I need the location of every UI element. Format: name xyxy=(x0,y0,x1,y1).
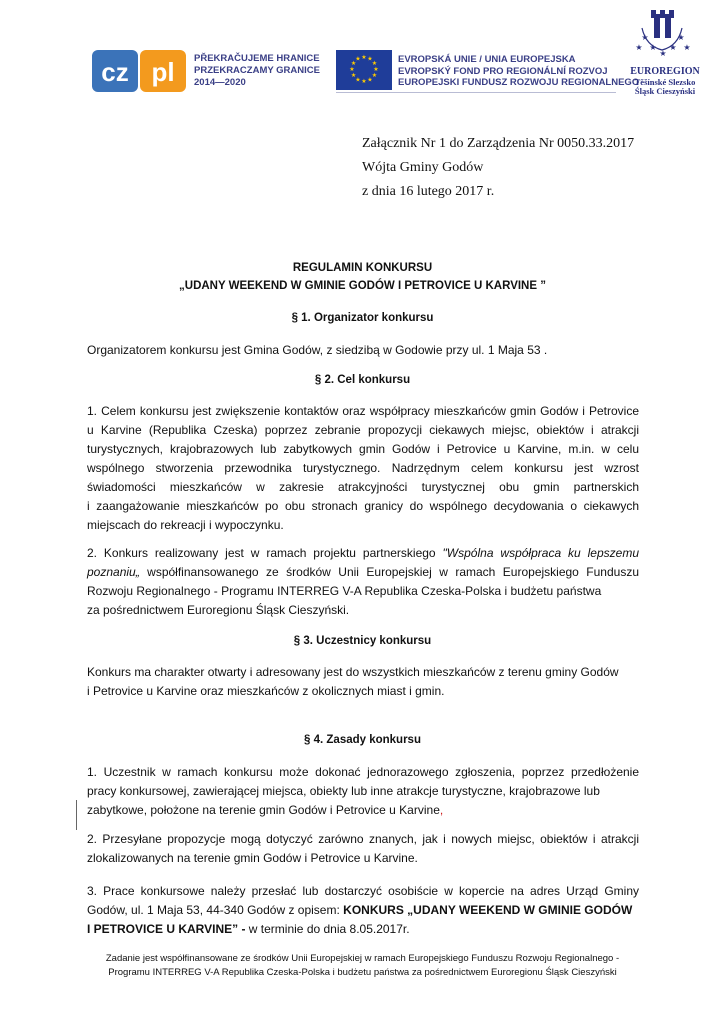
s4-p1-last: zabytkowe, położone na terenie gmin Godów i Petrovice u Karvine xyxy=(87,803,440,817)
section-4-heading: § 4. Zasady konkursu xyxy=(304,734,421,746)
s4-p1-comma: , xyxy=(439,803,444,817)
s2-p2-last: za pośrednictwem Euroregionu Śląsk Cieszyński. xyxy=(87,603,350,617)
s4-p3-body: 3. Prace konkursowe należy przesłać lub dostarczyć osobiście w kopercie na adres Urząd Gminy Godów, ul. 1 Maja 53, 44-340 Godów z opisem: xyxy=(87,884,639,917)
svg-text:★: ★ xyxy=(350,60,357,67)
annex-line-3: z dnia 16 lutego 2017 r. xyxy=(362,184,495,199)
s3-line-2: i Petrovice u Karvine oraz mieszkańców z okolicznych miast i gmin. xyxy=(87,684,445,698)
svg-text:★: ★ xyxy=(349,66,355,73)
margin-change-bar xyxy=(76,800,77,830)
s2-p1-line-6: i zaangażowanie mieszkańców po obu stronach granicy do wspólnego decydowania o ciekawych xyxy=(87,499,639,513)
euroregion-line-2: Śląsk Cieszyński xyxy=(634,86,696,96)
svg-text:★: ★ xyxy=(371,72,378,79)
section-2-paragraph-1 xyxy=(87,402,639,535)
cz-pl-text xyxy=(194,53,320,89)
svg-text:★: ★ xyxy=(649,43,657,52)
svg-text:★: ★ xyxy=(683,43,691,52)
eu-line-1: EVROPSKÁ UNIE / UNIA EUROPEJSKA xyxy=(398,54,576,65)
svg-text:★: ★ xyxy=(361,54,367,61)
s4-p1-body: 1. Uczestnik w ramach konkursu może dokonać jednorazowego zgłoszenia, poprzez przedłożenie pracy konkursowej, zawierającej miejsca, obiekty lub inne atrakcje turystyczne, krajobrazowe lub xyxy=(87,765,639,798)
cz-pl-programme-logo xyxy=(92,50,324,92)
svg-text:★: ★ xyxy=(635,43,643,52)
svg-text:★: ★ xyxy=(677,33,685,42)
s4-p2-last: zlokalizowanych na terenie gmin Godów i Petrovice u Karvine. xyxy=(87,851,418,865)
section-1-heading: § 1. Organizator konkursu xyxy=(291,312,434,324)
s2-p1-line-7: miejscach do rekreacji i wypoczynku. xyxy=(87,518,284,532)
section-3-text xyxy=(87,663,639,701)
s4-p3-end: w terminie do dnia 8.05.2017r. xyxy=(245,922,410,936)
page-footer xyxy=(0,952,725,980)
s4-p3-bold-2: I PETROVICE U KARVINE” - xyxy=(87,922,246,936)
euroregion-title: EUROREGION xyxy=(630,66,700,77)
euroregion-line-1: Těšínské Slezsko xyxy=(634,77,696,87)
svg-text:★: ★ xyxy=(367,76,373,84)
svg-text:★: ★ xyxy=(371,60,378,67)
document-title: REGULAMIN KONKURSU xyxy=(292,262,433,274)
s2-p2-start: 2. Konkurs realizowany jest w ramach projektu partnerskiego xyxy=(87,546,443,560)
section-1-paragraph: Organizatorem konkursu jest Gmina Godów, z siedzibą w Godowie przy ul. 1 Maja 53 . xyxy=(87,343,548,357)
footer-line-1: Zadanie jest współfinansowane ze środków Unii Europejskiej w ramach Europejskiego Funduszu Rozwoju Regionalnego - xyxy=(105,953,620,964)
svg-text:★: ★ xyxy=(367,55,373,63)
s2-p1-line-3: turystycznych, krajobrazowych lub zabytkowych gmin Godów i Petrovice u Karvine, m.in. w celu xyxy=(87,442,639,456)
s2-p1-line-5: świadomości mieszkańców w zakresie atrakcyjności turystycznej obu gmin partnerskich xyxy=(87,480,639,494)
s4-p2-body: 2. Przesyłane propozycje mogą dotyczyć zarówno znanych, jak i nowych miejsc, obiektów i atrakcji xyxy=(87,832,639,846)
s4-p3-bold-1: KONKURS „UDANY WEEKEND W GMINIE GODÓW xyxy=(343,903,633,917)
section-4-paragraph-3 xyxy=(87,882,639,939)
annex-line-1: Załącznik Nr 1 do Zarządzenia Nr 0050.33.2017 xyxy=(362,136,635,151)
czpl-line-2: PRZEKRACZAMY GRANICE xyxy=(194,65,320,76)
annex-line-2: Wójta Gminy Godów xyxy=(362,160,484,175)
annex-block xyxy=(362,132,634,204)
svg-text:pl: pl xyxy=(151,57,175,87)
eu-logo xyxy=(336,50,640,94)
svg-text:★: ★ xyxy=(355,76,361,84)
section-4-paragraph-2 xyxy=(87,830,639,868)
svg-text:★: ★ xyxy=(373,66,379,73)
svg-text:★: ★ xyxy=(355,55,361,63)
eu-logo-underline xyxy=(336,92,616,93)
svg-text:★: ★ xyxy=(641,33,649,42)
eu-text xyxy=(398,54,639,89)
footer-line-2: Programu INTERREG V-A Republika Czeska-Polska i budżetu państwa za pośrednictwem Euroregionu Śląsk Cieszyński xyxy=(108,967,617,978)
svg-text:cz: cz xyxy=(101,57,129,87)
section-3-heading: § 3. Uczestnicy konkursu xyxy=(293,635,432,647)
section-1-text xyxy=(87,341,639,360)
eu-line-3: EUROPEJSKI FUNDUSZ ROZWOJU REGIONALNEGO xyxy=(398,77,640,88)
svg-text:★: ★ xyxy=(361,78,367,85)
s2-p1-line-4: wspólnego stworzenia przewodnika turystycznego. Nadrzędnym celem konkursu jest wzrost xyxy=(87,461,639,475)
document-subtitle: „UDANY WEEKEND W GMINIE GODÓW I PETROVICE U KARVINE ” xyxy=(179,280,546,292)
s3-line-1: Konkurs ma charakter otwarty i adresowany jest do wszystkich mieszkańców z terenu gminy Godów xyxy=(87,665,619,679)
czpl-line-3: 2014—2020 xyxy=(194,77,246,88)
euroregion-emblem-icon xyxy=(630,6,700,62)
euroregion-logo xyxy=(630,6,700,96)
svg-text:★: ★ xyxy=(350,72,357,79)
svg-text:★: ★ xyxy=(659,49,667,58)
s2-p1-line-1: 1. Celem konkursu jest zwiększenie kontaktów oraz współpracy mieszkańców gmin Godów i Petrovice xyxy=(87,404,639,418)
svg-text:★: ★ xyxy=(669,43,677,52)
s2-p1-line-2: u Karvine (Republika Czeska) poprzez zebranie propozycji ciekawych miejsc, obiektów i atrakcji xyxy=(87,423,639,437)
s2-p2-project-name: "Wspólna współpraca ku lepszemu poznaniu„ xyxy=(87,546,639,579)
czpl-line-1: PŘEKRAČUJEME HRANICE xyxy=(194,53,320,64)
eu-flag-icon xyxy=(336,50,392,90)
section-4-paragraph-1 xyxy=(87,763,639,820)
section-2-heading: § 2. Cel konkursu xyxy=(314,374,411,386)
cz-pl-badge-icon xyxy=(92,50,186,92)
s2-p2-end: współfinansowanego ze środków Unii Europejskiej w ramach Europejskiego Funduszu Rozwoju Regionalnego - Programu INTERREG V-A Republika Czeska-Polska i budżetu państwa xyxy=(87,565,639,598)
section-2-paragraph-2 xyxy=(87,544,639,620)
eu-line-2: EVROPSKÝ FOND PRO REGIONÁLNÍ ROZVOJ xyxy=(398,65,608,77)
